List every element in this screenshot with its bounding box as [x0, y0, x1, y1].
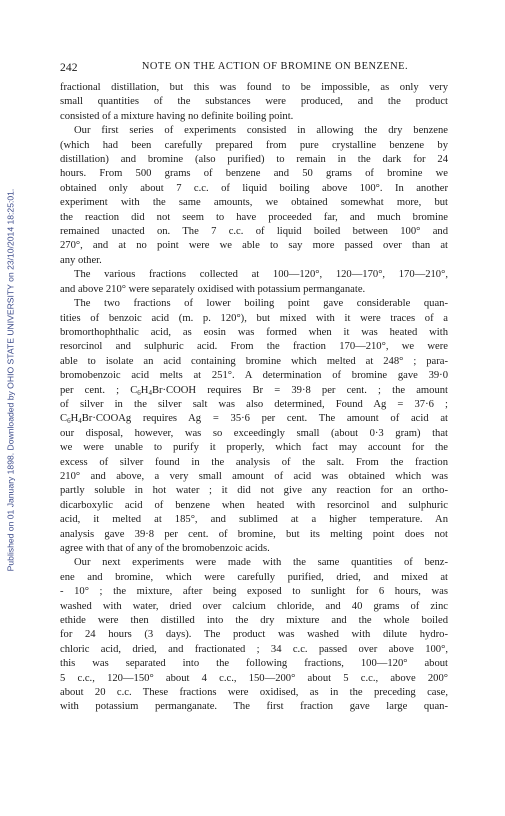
text-line: any other.	[60, 254, 102, 266]
text-line: 5 c.c., 120—150° about 4 c.c., 150—200° about 5 c.c., above 200°	[60, 672, 448, 684]
text-line: excess of silver found in the analysis of the salt. From the fraction	[60, 456, 448, 468]
text-line: (which had been carefully prepared from pure crystalline benzene by	[60, 139, 448, 151]
download-watermark	[2, 68, 18, 692]
text-line: 210° and above, a very small amount of acid was obtained which was	[60, 470, 448, 482]
text-line: ethide were then distilled into the dry mixture and the whole boiled	[60, 615, 448, 627]
text-line: about 20 c.c. These fractions were oxidised, as in the preceding case,	[60, 687, 448, 699]
text-line: remained unacted on. The 7 c.c. of liquid boiled between 100° and	[60, 226, 448, 238]
text-line: this was separated into the following fractions, 100—120° about	[60, 658, 448, 670]
formula-line: $C_6H_4Br\cdot COOAg$ requires Ag = 35·6 per cent. The amount of acid at	[60, 413, 448, 426]
text-line: Our first series of experiments consisted in allowing the dry benzene	[74, 125, 448, 137]
text-line: consisted of a mixture having no definite boiling point.	[60, 110, 294, 122]
text-line: able to isolate an acid containing bromine which melted at 248° ; para-	[60, 355, 448, 367]
text-line: 270°, and at no point were we able to say more passed over than at	[60, 240, 448, 252]
text-line: acid, it melted at 185°, and sublimed at a higher temperature. An	[60, 514, 448, 526]
text-line: with potassium permanganate. The first fraction gave large quan-	[60, 701, 448, 713]
article-body	[60, 81, 448, 715]
text-line: agree with that of any of the bromobenzoic acids.	[60, 543, 270, 554]
text-line: ene and bromine, which were carefully purified, dried, and mixed at	[60, 571, 448, 583]
text-line: and above 210° were separately oxidised with potassium permanganate.	[60, 283, 366, 295]
text-line: analysis gave 39·8 per cent. of bromine, but its melting point does not	[60, 528, 448, 540]
formula-line: per cent. ; $C_6H_4Br\cdot COOH$ requires Br = 39·8 per cent. ; the amount	[60, 384, 448, 397]
text-line: distillation) and bromine (also purified) to remain in the dark for 24	[60, 154, 448, 166]
text-line: tities of benzoic acid (m. p. 120°), but mixed with it were traces of a	[60, 312, 448, 324]
text-line: for 24 hours (3 days). The product was washed with dilute hydro-	[60, 629, 448, 641]
text-line: resorcinol and sulphuric acid. From the fraction 170—210°, we were	[60, 341, 448, 353]
text-line: - 10° ; the mixture, after being exposed to sunlight for 6 hours, was	[60, 586, 448, 598]
text-line: hours. From 500 grams of benzene and 50 grams of bromine we	[60, 168, 448, 180]
text-line: small quantities of the substances were produced, and the product	[60, 96, 448, 108]
text-line: experiment with the same amounts, we obtained somewhat more, but	[60, 197, 448, 209]
text-line: dicarboxylic acid of benzene when heated with resorcinol and sulphuric	[60, 499, 448, 511]
text-line: of silver in the silver salt was also determined, Found Ag = 37·6 ;	[60, 398, 448, 410]
text-line: The various fractions collected at 100—120°, 120—170°, 170—210°,	[74, 269, 448, 281]
text-line: chloric acid, dried, and fractionated ; 34 c.c. passed over above 100°,	[60, 643, 448, 655]
page-header	[60, 61, 448, 75]
running-title: NOTE ON THE ACTION OF BROMINE ON BENZENE.	[141, 61, 409, 72]
text-line: our disposal, however, was so exceedingly small (about 0·3 gram) that	[60, 427, 448, 439]
text-line: The two fractions of lower boiling point gave considerable quan-	[74, 298, 448, 310]
text-line: fractional distillation, but this was found to be impossible, as only very	[60, 82, 448, 93]
text-line: washed with water, dried over calcium chloride, and 40 grams of zinc	[60, 600, 448, 612]
text-line: bromorthophthalic acid, as eosin was formed when it was heated with	[60, 326, 448, 338]
text-line: the reaction did not seem to have proceeded far, and much bromine	[60, 211, 448, 223]
download-watermark-text: Published on 01 January 1898. Downloaded by OHIO STATE UNIVERSITY on 23/10/2014 18:25:01.	[5, 188, 15, 572]
text-line: partly soluble in hot water ; it did not give any reaction for an ortho-	[60, 485, 448, 497]
text-line: bromobenzoic acid melts at 251°. A determination of bromine gave 39·0	[60, 370, 448, 382]
text-line: we were unable to purify it properly, which fact may account for the	[60, 442, 448, 454]
text-line: obtained only about 7 c.c. of liquid boiling above 100°. In another	[60, 182, 448, 194]
text-line: Our next experiments were made with the same quantities of benz-	[74, 557, 448, 569]
page-number: 242	[60, 61, 78, 74]
